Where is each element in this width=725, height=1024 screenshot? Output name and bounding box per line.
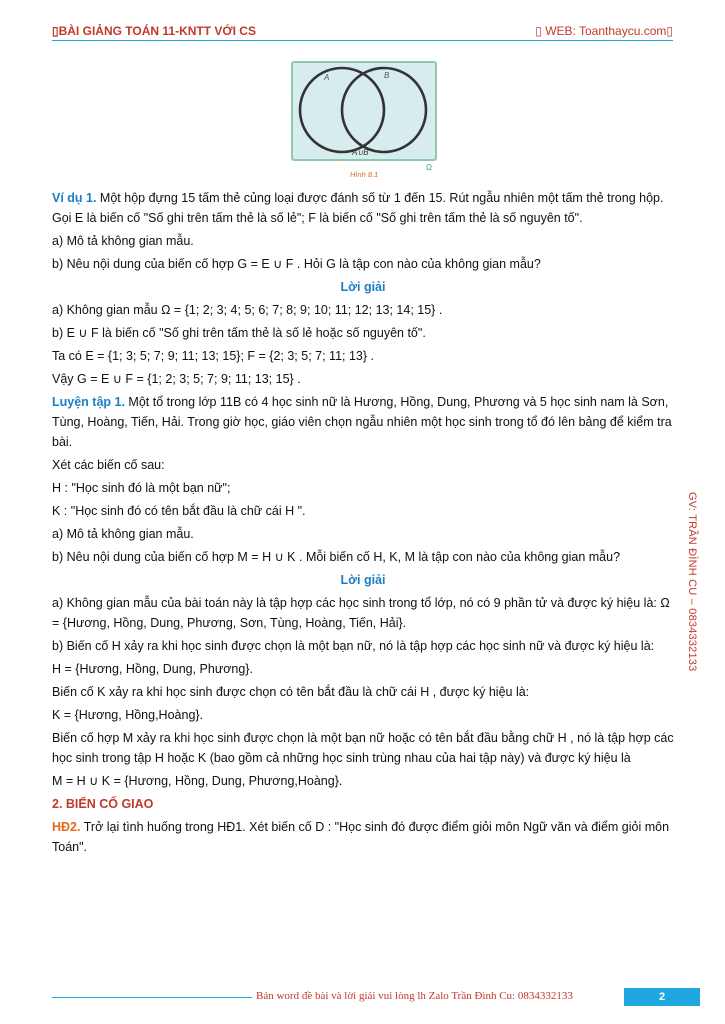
paragraph <box>52 369 674 389</box>
paragraph <box>52 300 674 320</box>
paragraph-text: Biến cố hợp M xảy ra khi học sinh được chọn là một bạn nữ hoặc có tên bắt đầu bằng chữ H , nó là tập hợp các học sinh trong tập H hoặc K (bao gồm cả những học sinh trùng nhau của hai tập này) và được ký hiệu là <box>52 731 674 765</box>
paragraph-text: Một hộp đựng 15 tấm thẻ củng loại được đánh số từ 1 đến 15. Rút ngẫu nhiên một tấm thẻ trong hộp. Gọi E là biến cố "Số ghi trên tấm thẻ là số lẻ"; F là biến cố "Số ghi trên tấm thẻ là số nguyên tố". <box>52 191 664 225</box>
venn-diagram-svg <box>284 56 440 180</box>
page-number-badge: 2 <box>624 988 700 1006</box>
paragraph-text: b) E ∪ F là biến cố "Số ghi trên tấm thẻ là số lẻ hoặc số nguyên tố". <box>52 326 426 340</box>
paragraph-text: Một tổ trong lớp 11B có 4 học sinh nữ là Hương, Hồng, Dung, Phương và 5 học sinh nam là Sơn, Tùng, Hoàng, Tiến, Hải. Trong giờ học, giáo viên chọn ngẫu nhiên một học sinh trong tổ đó lên bảng để kiểm tra bài. <box>52 395 672 449</box>
venn-label-a: A <box>324 73 330 82</box>
solution-heading <box>52 277 674 297</box>
paragraph <box>52 728 674 768</box>
side-author-text: GV: TRẦN ĐÌNH CU – 0834332133 <box>686 492 698 672</box>
paragraph <box>52 392 674 452</box>
paragraph <box>52 659 674 679</box>
paragraph-text: a) Mô tả không gian mẫu. <box>52 234 194 248</box>
venn-label-omega: Ω <box>426 163 432 172</box>
paragraph <box>52 705 674 725</box>
paragraph-text: a) Không gian mẫu của bài toán này là tập hợp các học sinh trong tổ lớp, nó có 9 phần tử và được ký hiệu là: Ω = {Hương, Hồng, Dung, Phương, Sơn, Tùng, Hoàng, Tiến, Hải}. <box>52 596 670 630</box>
paragraph-text: b) Nêu nội dung của biến cố hợp M = H ∪ K . Mỗi biến cố H, K, M là tập con nào của không gian mẫu? <box>52 550 621 564</box>
paragraph-text: H : "Học sinh đó là một bạn nữ"; <box>52 481 231 495</box>
paragraph <box>52 346 674 366</box>
paragraph <box>52 593 674 633</box>
paragraph <box>52 817 674 857</box>
paragraph-text: Biến cố K xảy ra khi học sinh được chọn có tên bắt đầu là chữ cái H , được ký hiệu là: <box>52 685 530 699</box>
paragraph <box>52 501 674 521</box>
paragraph <box>52 524 674 544</box>
paragraph <box>52 547 674 567</box>
paragraph-text: H = {Hương, Hồng, Dung, Phương}. <box>52 662 253 676</box>
paragraph-text: Lời giải <box>340 573 386 587</box>
footer-rule <box>52 997 252 998</box>
venn-label-union: A∪B <box>352 148 369 157</box>
paragraph <box>52 455 674 475</box>
header-website[interactable]: ▯ WEB: Toanthaycu.com▯ <box>535 24 673 38</box>
paragraph-text: Ta có E = {1; 3; 5; 7; 9; 11; 13; 15}; F = {2; 3; 5; 7; 11; 13} . <box>52 349 374 363</box>
footer-text: Bản word đề bài và lời giải vui lòng lh Zalo Trần Đình Cu: 0834332133 <box>256 990 573 1002</box>
paragraph <box>52 478 674 498</box>
paragraph-text: M = H ∪ K = {Hương, Hồng, Dung, Phương,Hoàng}. <box>52 774 343 788</box>
paragraph-text: K = {Hương, Hồng,Hoàng}. <box>52 708 204 722</box>
paragraph-text: a) Không gian mẫu Ω = {1; 2; 3; 4; 5; 6; 7; 8; 9; 10; 11; 12; 13; 14; 15} . <box>52 303 443 317</box>
paragraph-label: HĐ2. <box>52 820 81 834</box>
paragraph-label: Luyện tập 1. <box>52 395 125 409</box>
venn-figure <box>284 56 440 180</box>
paragraph <box>52 231 674 251</box>
paragraph-text: 2. BIẾN CỐ GIAO <box>52 797 154 811</box>
paragraph-text: Xét các biến cố sau: <box>52 458 165 472</box>
section-heading <box>52 794 674 814</box>
paragraph-text: K : "Học sinh đó có tên bắt đầu là chữ cái H ". <box>52 504 306 518</box>
paragraph-text: b) Biến cố H xảy ra khi học sinh được chọn là một bạn nữ, nó là tập hợp các học sinh nữ và được ký hiệu là: <box>52 639 655 653</box>
paragraph-text: Lời giải <box>340 280 386 294</box>
paragraph-label: Ví dụ 1. <box>52 191 97 205</box>
paragraph <box>52 323 674 343</box>
figure-caption: Hình 8.1 <box>350 170 379 179</box>
paragraph-text: Vậy G = E ∪ F = {1; 2; 3; 5; 7; 9; 11; 13; 15} . <box>52 372 301 386</box>
paragraph-text: Trở lại tình huống trong HĐ1. Xét biến cố D : "Học sinh đó được điểm giỏi môn Ngữ văn và điểm giỏi môn Toán". <box>52 820 670 854</box>
paragraph <box>52 188 674 228</box>
header-title: ▯BÀI GIẢNG TOÁN 11-KNTT VỚI CS <box>52 24 256 38</box>
venn-label-b: B <box>384 71 390 80</box>
header-rule <box>52 40 673 41</box>
paragraph <box>52 682 674 702</box>
paragraph <box>52 254 674 274</box>
paragraph <box>52 636 674 656</box>
paragraph-text: a) Mô tả không gian mẫu. <box>52 527 194 541</box>
solution-heading <box>52 570 674 590</box>
paragraph-text: b) Nêu nội dung của biến cố hợp G = E ∪ F . Hỏi G là tập con nào của không gian mẫu? <box>52 257 541 271</box>
paragraph <box>52 771 674 791</box>
main-content <box>52 188 674 857</box>
